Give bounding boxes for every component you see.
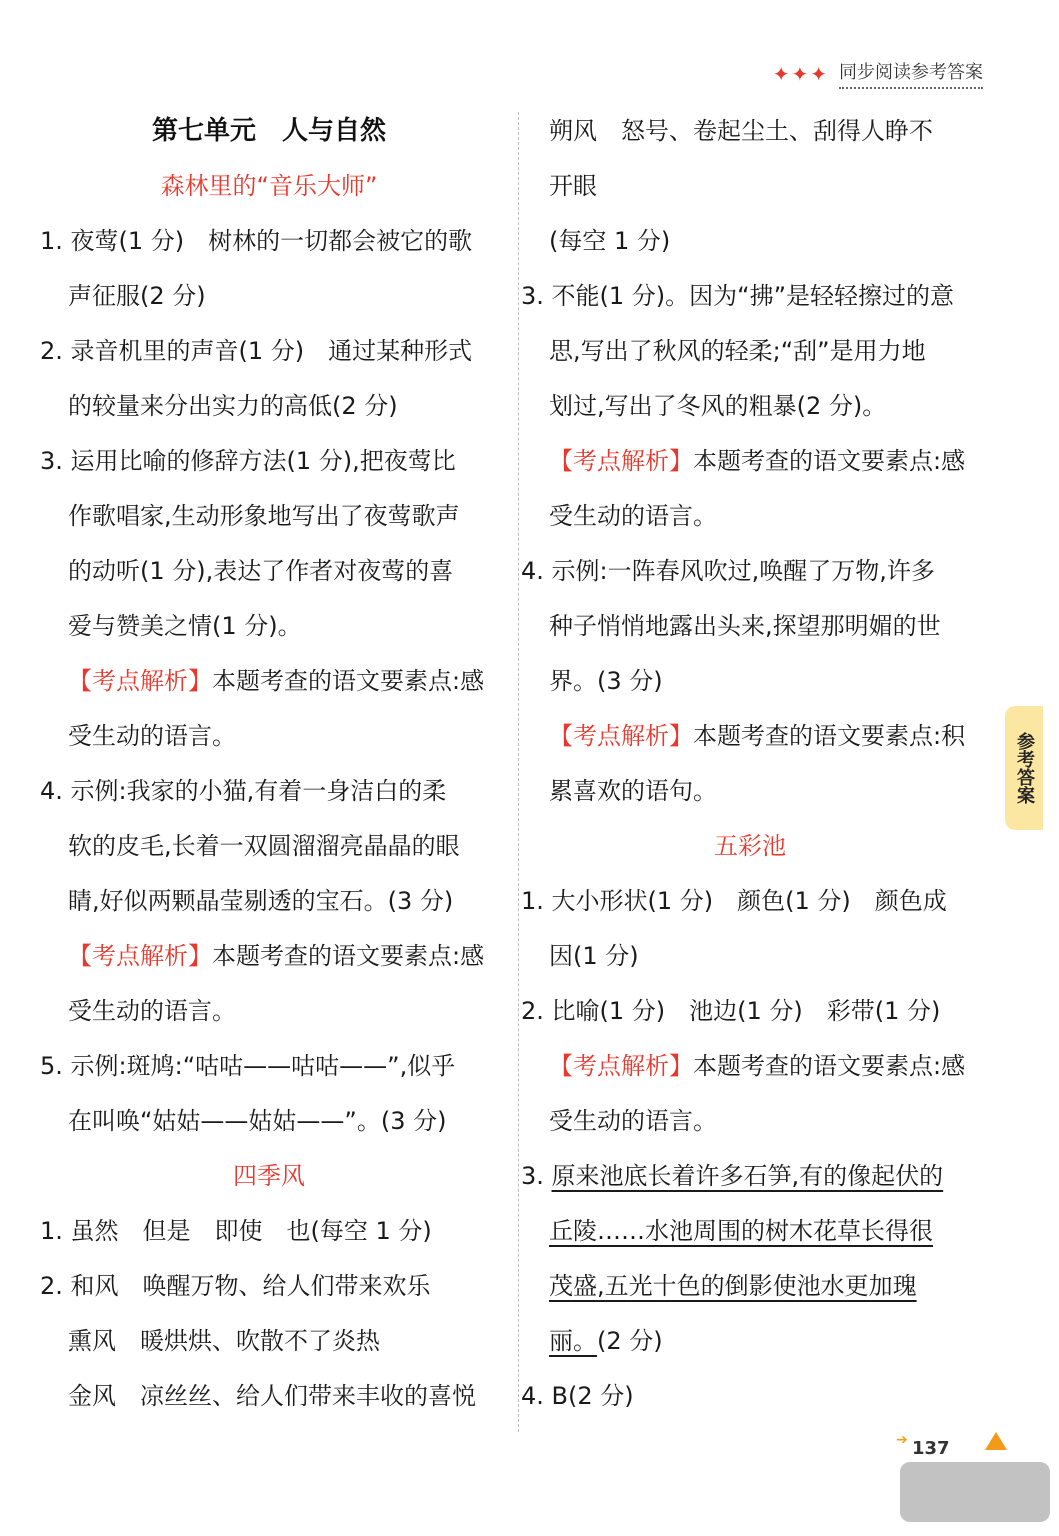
page-triangle-icon (985, 1432, 1007, 1450)
s3-answer-3-line-4 (521, 1314, 979, 1369)
section-title-five-color-pool: 五彩池 (714, 832, 786, 860)
s3-answer-3-score: (2 分) (597, 1327, 663, 1355)
answer-1-line-1: 1. 夜莺(1 分) 树林的一切都会被它的歌 (40, 227, 473, 255)
s3-answer-2: 2. 比喻(1 分) 池边(1 分) 彩带(1 分) (521, 997, 941, 1025)
s2-answer-4-line-3: 界。(3 分) (549, 667, 663, 695)
section-title-four-seasons-wind: 四季风 (233, 1162, 305, 1190)
s2-answer-3-line-1: 3. 不能(1 分)。因为“拂”是轻轻擦过的意 (521, 282, 955, 310)
page-arrow-icon: ➔ (896, 1432, 908, 1448)
s2-answer-2-line-2: 熏风 暖烘烘、吹散不了炎热 (68, 1327, 380, 1355)
answer-3-line-2: 作歌唱家,生动形象地写出了夜莺歌声 (68, 502, 460, 530)
s2-answer-1: 1. 虽然 但是 即使 也(每空 1 分) (40, 1217, 432, 1245)
reference-answer-side-tab (1005, 706, 1043, 830)
s3-answer-3-underlined-text: 丘陵……水池周围的树木花草长得很 (549, 1217, 933, 1245)
s3-analysis-2-line-1 (521, 1039, 979, 1094)
s2-answer-2-line-5: 开眼 (549, 172, 597, 200)
s2-answer-4-line-2: 种子悄悄地露出头来,探望那明媚的世 (549, 612, 941, 640)
s3-answer-4: 4. B(2 分) (521, 1382, 634, 1410)
answer-1-line-2: 声征服(2 分) (68, 282, 206, 310)
analysis-4-line-2: 受生动的语言。 (68, 997, 236, 1025)
analysis-text: 本题考查的语文要素点:感 (693, 1052, 966, 1080)
section-title-forest-music: 森林里的“音乐大师” (160, 172, 378, 200)
s3-answer-1-line-2: 因(1 分) (549, 942, 639, 970)
answer-2-line-1: 2. 录音机里的声音(1 分) 通过某种形式 (40, 337, 473, 365)
analysis-tag: 【考点解析】 (549, 722, 693, 750)
s2-answer-3-line-2: 思,写出了秋风的轻柔;“刮”是用力地 (549, 337, 926, 365)
answer-3-line-3: 的动听(1 分),表达了作者对夜莺的喜 (68, 557, 454, 585)
s3-answer-3-underlined-text: 丽。 (549, 1327, 597, 1355)
analysis-text: 本题考查的语文要素点:感 (693, 447, 966, 475)
header-stars-icon: ✦✦✦ (772, 61, 829, 86)
answer-4-line-2: 软的皮毛,长着一双圆溜溜亮晶晶的眼 (68, 832, 460, 860)
answer-5-line-2: 在叫唤“姑姑——姑姑——”。(3 分) (68, 1107, 447, 1135)
watermark-logo-icon (900, 1462, 1050, 1522)
s3-answer-3-underlined-text: 原来池底长着许多石笋,有的像起伏的 (551, 1162, 944, 1190)
answer-4-line-1: 4. 示例:我家的小猫,有着一身洁白的柔 (40, 777, 447, 805)
analysis-text: 本题考查的语文要素点:感 (212, 667, 485, 695)
answer-3-line-1: 3. 运用比喻的修辞方法(1 分),把夜莺比 (40, 447, 456, 475)
analysis-tag: 【考点解析】 (68, 667, 212, 695)
s3-analysis-2-line-2: 受生动的语言。 (549, 1107, 717, 1135)
s3-answer-3-number: 3. (521, 1162, 552, 1190)
s2-analysis-3-line-1 (521, 434, 979, 489)
s2-answer-2-line-3: 金风 凉丝丝、给人们带来丰收的喜悦 (68, 1382, 476, 1410)
answer-2-line-2: 的较量来分出实力的高低(2 分) (68, 392, 398, 420)
answer-4-line-3: 睛,好似两颗晶莹剔透的宝石。(3 分) (68, 887, 454, 915)
right-column (521, 104, 979, 1424)
s2-answer-2-line-4: 朔风 怒号、卷起尘土、刮得人睁不 (549, 117, 933, 145)
s2-analysis-4-line-1 (521, 709, 979, 764)
analysis-3-line-1 (40, 654, 498, 709)
s2-answer-4-line-1: 4. 示例:一阵春风吹过,唤醒了万物,许多 (521, 557, 935, 585)
s2-analysis-4-line-2: 累喜欢的语句。 (549, 777, 717, 805)
s3-answer-3-underlined-text: 茂盛,五光十色的倒影使池水更加瑰 (549, 1272, 917, 1300)
answer-3-line-4: 爱与赞美之情(1 分)。 (68, 612, 302, 640)
s2-analysis-3-line-2: 受生动的语言。 (549, 502, 717, 530)
analysis-tag: 【考点解析】 (68, 942, 212, 970)
left-column (40, 104, 498, 1424)
s2-answer-2-line-1: 2. 和风 唤醒万物、给人们带来欢乐 (40, 1272, 431, 1300)
s3-answer-3-line-2 (521, 1204, 979, 1259)
page-header (773, 58, 983, 89)
side-tab-label: 参考答案 (1014, 732, 1035, 804)
header-title: 同步阅读参考答案 (839, 58, 983, 89)
unit-title: 第七单元 人与自然 (151, 116, 386, 146)
column-divider (518, 112, 519, 1432)
s3-answer-1-line-1: 1. 大小形状(1 分) 颜色(1 分) 颜色成 (521, 887, 947, 915)
analysis-tag: 【考点解析】 (549, 447, 693, 475)
s2-answer-2-line-6: (每空 1 分) (549, 227, 671, 255)
answer-5-line-1: 5. 示例:斑鸠:“咕咕——咕咕——”,似乎 (40, 1052, 456, 1080)
analysis-text: 本题考查的语文要素点:积 (693, 722, 966, 750)
analysis-3-line-2: 受生动的语言。 (68, 722, 236, 750)
s3-answer-3-line-3 (521, 1259, 979, 1314)
analysis-4-line-1 (40, 929, 498, 984)
s2-answer-3-line-3: 划过,写出了冬风的粗暴(2 分)。 (549, 392, 887, 420)
s3-answer-3-line-1 (521, 1149, 979, 1204)
page-number: 137 (912, 1438, 950, 1459)
analysis-text: 本题考查的语文要素点:感 (212, 942, 485, 970)
analysis-tag: 【考点解析】 (549, 1052, 693, 1080)
